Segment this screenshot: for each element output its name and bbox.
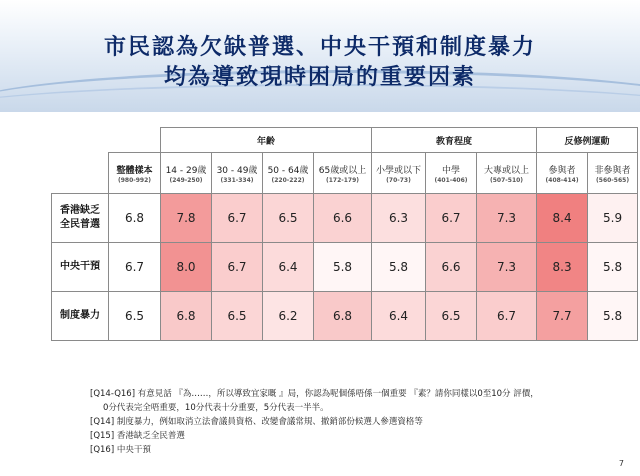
column-header-label: 14 - 29歲 xyxy=(165,165,207,176)
value-cell: 6.7 xyxy=(426,194,477,243)
column-header-sample-size: (980-992) xyxy=(117,176,152,184)
column-header-label: 非參與者 xyxy=(594,165,631,176)
value-cell: 7.7 xyxy=(537,292,588,341)
value-cell: 6.7 xyxy=(212,243,263,292)
column-header xyxy=(314,153,372,194)
column-header xyxy=(537,153,588,194)
value-cell: 6.4 xyxy=(372,292,426,341)
column-header-sample-size: (408-414) xyxy=(545,176,579,184)
row-header-line-1: 中央干預 xyxy=(60,261,100,272)
note-q14: [Q14] 制度暴力，例如取消立法會議員資格、改變會議常規、撤銷部份候選人參選資格等 xyxy=(90,417,423,427)
column-header-sample-size: (507-510) xyxy=(490,176,524,184)
column-header-label: 65歲或以上 xyxy=(318,165,367,176)
column-header-sample-size: (172-179) xyxy=(325,176,360,184)
column-header-sample-size: (70-73) xyxy=(386,176,411,184)
value-cell: 6.5 xyxy=(263,194,314,243)
column-header-label: 中學 xyxy=(442,165,461,176)
column-header-sample-size: (331-334) xyxy=(220,176,254,184)
group-header-age: 年齡 xyxy=(161,128,372,153)
value-cell: 5.8 xyxy=(588,243,638,292)
value-cell: 6.8 xyxy=(109,194,161,243)
column-header-sample-size: (560-565) xyxy=(596,176,630,184)
value-cell: 6.7 xyxy=(477,292,537,341)
table-row xyxy=(52,243,638,292)
value-cell: 6.5 xyxy=(212,292,263,341)
row-header xyxy=(52,243,109,292)
column-header-sample-size: (249-250) xyxy=(169,176,203,184)
row-header-line-1: 香港缺乏 xyxy=(60,205,100,216)
value-cell: 6.5 xyxy=(426,292,477,341)
value-cell: 8.4 xyxy=(537,194,588,243)
corner-cell-2 xyxy=(52,153,109,194)
column-header xyxy=(263,153,314,194)
value-cell: 6.8 xyxy=(314,292,372,341)
column-header xyxy=(372,153,426,194)
value-cell: 5.8 xyxy=(372,243,426,292)
row-header-line-2: 全民普選 xyxy=(60,219,100,230)
page-number: 7 xyxy=(618,459,624,468)
column-header xyxy=(161,153,212,194)
group-header-education: 教育程度 xyxy=(372,128,537,153)
column-header xyxy=(477,153,537,194)
column-header-label: 50 - 64歲 xyxy=(267,165,309,176)
column-header-label: 大專或以上 xyxy=(484,165,530,176)
value-cell: 6.7 xyxy=(109,243,161,292)
column-header xyxy=(212,153,263,194)
column-header-label: 整體樣本 xyxy=(116,165,153,176)
value-cell: 6.3 xyxy=(372,194,426,243)
data-table xyxy=(51,127,638,341)
table-row xyxy=(52,292,638,341)
column-header-label: 參與者 xyxy=(548,165,576,176)
title-line-1: 市民認為欠缺普選、中央干預和制度暴力 xyxy=(103,34,536,60)
column-header-sample-size: (401-406) xyxy=(434,176,468,184)
column-header xyxy=(588,153,638,194)
corner-cell xyxy=(52,128,109,153)
row-header xyxy=(52,194,109,243)
column-header-sample-size: (220-222) xyxy=(271,176,305,184)
column-header-label: 小學或以下 xyxy=(376,165,422,176)
note-line-2: 0分代表完全唔重要，10分代表十分重要，5分代表一半半。 xyxy=(103,403,329,413)
group-header-movement: 反修例運動 xyxy=(537,128,638,153)
value-cell: 6.8 xyxy=(161,292,212,341)
note-q15: [Q15] 香港缺乏全民普選 xyxy=(90,431,185,441)
value-cell: 8.0 xyxy=(161,243,212,292)
row-header-line-1: 制度暴力 xyxy=(60,310,100,321)
value-cell: 7.3 xyxy=(477,243,537,292)
value-cell: 6.6 xyxy=(426,243,477,292)
column-header-label: 30 - 49歲 xyxy=(216,165,258,176)
note-q16: [Q16] 中央干預 xyxy=(90,445,151,455)
value-cell: 5.9 xyxy=(588,194,638,243)
value-cell: 8.3 xyxy=(537,243,588,292)
table-row xyxy=(52,194,638,243)
value-cell: 7.8 xyxy=(161,194,212,243)
value-cell: 5.8 xyxy=(588,292,638,341)
value-cell: 5.8 xyxy=(314,243,372,292)
title-line-2: 均為導致現時困局的重要因素 xyxy=(163,64,476,90)
row-header xyxy=(52,292,109,341)
value-cell: 6.2 xyxy=(263,292,314,341)
value-cell: 7.3 xyxy=(477,194,537,243)
notes xyxy=(90,387,539,457)
overall-spacer xyxy=(109,128,161,153)
value-cell: 6.6 xyxy=(314,194,372,243)
value-cell: 6.5 xyxy=(109,292,161,341)
value-cell: 6.4 xyxy=(263,243,314,292)
column-header xyxy=(109,153,161,194)
column-header xyxy=(426,153,477,194)
value-cell: 6.7 xyxy=(212,194,263,243)
note-line-1: [Q14-Q16] 有意見話 『為……，所以導致宜家嘅 』局，你認為呢個係唔係一個重要 『素？請你同樣以0至10分 評價， xyxy=(90,389,539,399)
